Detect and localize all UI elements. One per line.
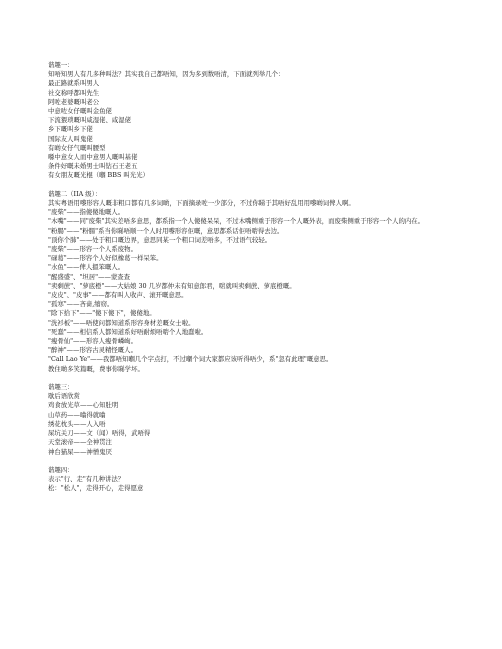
- text-line: 中意咗女仔嘅叫金鱼佬: [48, 107, 112, 116]
- text-line: "废柴"——指傻傻地嘅人。: [48, 208, 125, 217]
- section-title: 谐趣四：: [48, 465, 74, 474]
- text-line: "水鱼"——俾人搵笨嘅人。: [48, 263, 125, 272]
- text-line: "废柴"——形容一个人系废物。: [48, 245, 137, 254]
- text-line: "Call Lao Ye"——我都唔知嗰几个字点打，不过嗰个词大家都应该听得唔少，系"忽有此理"嘅意思。: [48, 355, 333, 364]
- text-line: 阿咗老婆嘅叫老公: [48, 97, 100, 106]
- text-line: "孤寒"——吝啬,缩窃。: [48, 300, 114, 309]
- section-1: [48, 61, 468, 181]
- text-line: 绣花枕头——人入唔: [48, 419, 106, 428]
- text-line: 歇后语欣赏: [48, 392, 80, 401]
- text-line: 天堂滚帝——全神贯注: [48, 438, 112, 447]
- text-line: "洗衫板"——唔使问都知道系形容身材差嘅女士啦。: [48, 318, 195, 327]
- text-line: 有啲女仔气嘅叫腰型: [48, 143, 106, 152]
- text-line: 其实粤语用嚟形容人嘅非粗口都有几多词啲，下面摘录咗一少部分，不过你睇于其唔好乱用用嚟啲词俾人啊。: [48, 199, 355, 208]
- text-line: "醉神"——形容古灵精怪嘅人。: [48, 346, 137, 355]
- text-line: 神台猫屎——神憎鬼厌: [48, 447, 112, 456]
- text-line: 松："松人"，走得开心，走得愿意: [48, 484, 144, 493]
- text-line: 国际友人叫鬼佬: [48, 134, 93, 143]
- text-line: "碌葛"——形容个人好似橡葛一样呆笨。: [48, 254, 163, 263]
- section-title: 谐趣二（IIA 级）：: [48, 189, 102, 198]
- text-line: "卖剩蔗"、"萝底橙"——大姑娘 30 几岁都仲未有知意郎君，啱就叫卖剩蔗、萝底橙嘅。: [48, 281, 296, 290]
- section-3: [48, 383, 468, 457]
- section-title: 谐趣三：: [48, 383, 74, 392]
- text-line: 鸡食放光草——心知肚明: [48, 401, 119, 410]
- text-line: "醒盛盛"、"坦居"——蒙查查: [48, 272, 131, 281]
- text-line: "除下拾下"——"傻下傻下"，傻傻地。: [48, 309, 156, 318]
- text-line: 下流猥琐嘅叫咸湿佬、咸湿佬: [48, 116, 132, 125]
- text-line: 山草药——噏得就噏: [48, 410, 106, 419]
- text-line: "瘦骨仙"——形容人瘦骨嶙峋。: [48, 337, 137, 346]
- text-line: "木嘴"——同"废柴"其实差唔多意思，都系指一个人傻傻呆呆，不过木嘴侧重于形容一个人嘅外表，而废柴侧重于形容一个人的内在。: [48, 217, 425, 226]
- text-line: "顶你个肺"——处于粗口嘅边界，意思同某一个粗口词差唔多，不过语气较轻。: [48, 235, 272, 244]
- text-line: 条件好嘅未婚男士叫钻石王老五: [48, 162, 138, 171]
- text-line: 喺中意女人而中意男人嘅叫基佬: [48, 153, 138, 162]
- section-gap: [48, 457, 468, 466]
- section-gap: [48, 374, 468, 383]
- text-line: 表示"行、走"有几种讲法？: [48, 475, 125, 484]
- text-line: 社交称呼都叫先生: [48, 88, 100, 97]
- text-line: 最正路就系叫男人: [48, 79, 100, 88]
- section-title: 谐趣一：: [48, 61, 74, 69]
- text-line: "死蠢"——相信系人都知道系好唔耐烦唔啱个人地蠢啦。: [48, 327, 208, 336]
- section-gap: [48, 181, 468, 190]
- text-line: "皮皮"、"皮事"——都有叫人收声、滚开嘅意思。: [48, 291, 188, 300]
- text-line: 知唔知男人有几多种叫法？其实我自己都唔知，因为多到数唔清，下面就列举几个：: [48, 70, 285, 79]
- text-line: "粉腸"——"粉腸"系当你睇唔顺一个人时用嚟形容佢嘅，意思都系话佢唔啱得去边。: [48, 226, 284, 235]
- section-2: [48, 190, 468, 374]
- section-4: [48, 466, 468, 494]
- document-body: [48, 61, 468, 494]
- text-line: 教住啲多笑篇嘅，费事你睇学坏。: [48, 364, 144, 373]
- text-line: 有女朋友嘅光棍（嗰 BBS 叫光光）: [48, 171, 149, 180]
- text-line: 乡下嘅叫乡下佬: [48, 125, 93, 134]
- text-line: 屎坑关刀——文（闻）唔得，武唔得: [48, 429, 151, 438]
